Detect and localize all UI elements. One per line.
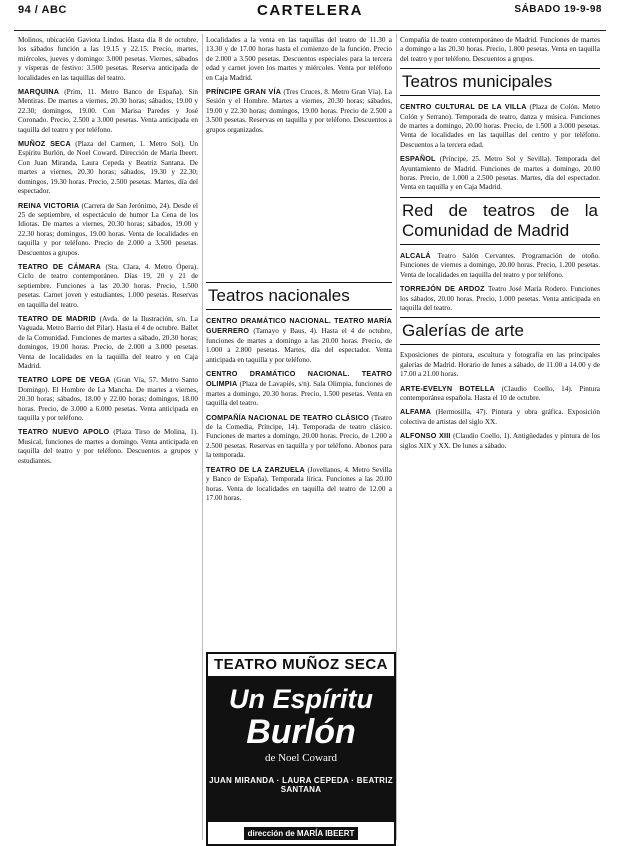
ad-cast: JUAN MIRANDA · LAURA CEPEDA · BEATRIZ SANTANA	[209, 776, 393, 794]
section-subhead: Teatros nacionales	[206, 282, 392, 310]
venue-name: ARTE-EVELYN BOTELLA	[400, 383, 502, 393]
listing-text: (Claudio Coello, 1). Antigüedades y pintura de los siglos XIX y XX. De lunes a sábado.	[400, 432, 600, 450]
column-divider	[202, 34, 203, 840]
theatre-advertisement	[206, 652, 396, 846]
listing-entry	[206, 316, 392, 365]
venue-name: TEATRO DE CÁMARA	[18, 261, 106, 271]
ad-venue: TEATRO MUÑOZ SECA	[208, 654, 394, 678]
listing-entry	[18, 87, 198, 135]
listing-entry	[400, 154, 600, 193]
listing-text: (Sta. Clara, 4. Metro Ópera). Ciclo de teatro contemporáneo. Días 19, 20 y 21 de septiembre. Funciones a las 20.30 horas. Precio, 1.500 pesetas. Carnet joven y estudiantes, 1.000 pesetas. Reservas en taquilla del teatro.	[18, 262, 198, 309]
listing-text: (Gran Vía, 57. Metro Santo Domingo). El Hombre de La Mancha. De martes a viernes, 20.30 horas; sábados, 18.00 y 22.00 horas; domingos, 18.00 horas. Precio, de 3.000 a 6.000 pesetas. Venta anticipada en taquilla y por teléfono.	[18, 376, 198, 423]
listing-entry	[400, 102, 600, 150]
section-title: CARTELERA	[257, 2, 363, 19]
venue-name: MUÑOZ SECA	[18, 139, 76, 149]
column-left	[18, 36, 198, 836]
listing-text: (Plaza Tirso de Molina, 1). Musical, funciones de martes a domingo. Venta anticipada en taquilla del teatro y por teléfono. Descuentos a grupos y estudiantes.	[18, 428, 198, 465]
listing-text: Compañía de teatro contemporáneo de Madrid. Funciones de martes a domingo a las 20.30 horas. Precio, 1.800 pesetas. Venta en taquilla del teatro y por teléfono. Descuentos a grupos.	[400, 36, 600, 63]
venue-name: TEATRO DE LA ZARZUELA	[206, 464, 308, 474]
page-header	[14, 0, 606, 31]
column-right	[400, 36, 600, 836]
ad-footer	[208, 824, 394, 844]
venue-name: ALFAMA	[400, 407, 436, 417]
venue-name: CENTRO DRAMÁTICO NACIONAL. TEATRO MARÍA GUERRERO	[206, 316, 392, 336]
column-divider	[396, 34, 397, 840]
venue-name: ALFONSO XIII	[400, 431, 454, 441]
listing-entry	[400, 251, 600, 280]
venue-name: CENTRO CULTURAL DE LA VILLA	[400, 102, 530, 112]
listing-entry	[206, 465, 392, 504]
listing-entry	[18, 201, 198, 258]
listing-entry	[18, 375, 198, 423]
listing-text: (Tres Cruces, 8. Metro Gran Vía). La Sesión y el Hombre. Martes a viernes, 20.30 horas; sábados, 19.00 y 22.30 horas; domingos, 19.00 horas. Precio de 2.500 a 3.500 pesetas. Reservas en taquilla y por teléfono. Descuentos a grupos organizados.	[206, 88, 392, 134]
listing-text: Teatro José María Rodero. Funciones los sábados, 20.00 horas. Precio, 1.000 pesetas. Venta anticipada en taquilla del teatro.	[400, 285, 600, 312]
venue-name: TORREJÓN DE ARDOZ	[400, 284, 489, 294]
venue-name: PRÍNCIPE GRAN VÍA	[206, 87, 284, 97]
listing-entry	[206, 87, 392, 135]
ad-title-line2: Burlón	[246, 713, 356, 751]
venue-name: CENTRO DRAMÁTICO NACIONAL. TEATRO OLIMPIA	[206, 369, 392, 389]
issue-date: SÁBADO 19-9-98	[514, 4, 602, 15]
listing-text: (Plaza de Colón. Metro Colón y Serrano). Temporada de teatro, danza y música. Funciones de martes a domingo, 20.00 horas. Precio, de 1.500 a 3.000 pesetas. Venta de localidades en las taquillas del centro y por teléfono. Descuentos a la tercera edad.	[400, 103, 600, 149]
listing-entry	[400, 407, 600, 427]
page-number: 94 / ABC	[18, 4, 67, 16]
venue-name: TEATRO NUEVO APOLO	[18, 427, 114, 437]
venue-name: ALCALÁ	[400, 250, 438, 260]
listing-text: Molinos, ubicación Gaviota Lindos. Hasta dia 8 de octubre, los sábados función a las 19.15 y 22.15. Precio, martes, miércoles, jueves y domingo: 3.000 pesetas. Viernes, sábados y vísperas de festivo: 3.500 pesetas. Reserva anticipada de localidades en las taquillas del teatro.	[18, 36, 198, 82]
listing-text: (Claudio Coello, 14). Pintura contemporánea española. Hasta el 10 de octubre.	[400, 384, 600, 402]
venue-name: ESPAÑOL	[400, 154, 440, 164]
listing-text: (Teatro de la Comedia, Príncipe, 14). Temporada de teatro clásico. Funciones de martes a domingo, 20.00 horas. Precio, de 1.200 a 2.500 pesetas. Reservas en taquilla y por teléfono. Abonos para la temporada.	[206, 413, 392, 460]
column-middle-nacionales	[206, 282, 392, 642]
listing-text: (Plaza del Carmen, 1. Metro Sol). Un Espíritu Burlón, de Noel Coward. Dirección de María Ibeert. Con Juan Miranda, Laura Cepeda y Beatriz Santana. De martes a viernes, 20.30 horas; sábados, 19.30 y 22.30; domingos, 19.30 horas. Precio, 2.500 pesetas. Martes, día del espectador.	[18, 140, 198, 196]
listing-text: (Hermosilla, 47). Pintura y obra gráfica. Exposición colectiva de artistas del siglo XX.	[400, 408, 600, 426]
listing-text: Teatro Salón Cervantes. Programación de otoño. Funciones de viernes a domingo, 20.00 horas. Precio, 1.200 pesetas. Venta de localidades en taquilla del teatro y por teléfono.	[400, 251, 600, 279]
venue-name: REINA VICTORIA	[18, 200, 82, 210]
listing-entry	[18, 262, 198, 310]
listing-text: (Plaza de Lavapiés, s/n). Sala Olimpia, funciones de martes a domingo, 20.30 horas. Precio, 1.500 pesetas. Venta en taquilla del teatro.	[206, 380, 392, 408]
listing-entry	[400, 284, 600, 313]
venue-name: MARQUINA	[18, 87, 65, 97]
listing-entry	[18, 36, 198, 83]
ad-author: de Noel Coward	[264, 752, 338, 764]
listing-text: (Príncipe, 25. Metro Sol y Sevilla). Temporada del Ayuntamiento de Madrid. Funciones de martes a domingo, 20.00 horas. Precio, de 1.000 a 2.500 pesetas. Martes, día del espectador. Venta en taquilla y en Caja Madrid.	[400, 155, 600, 192]
listing-entry	[206, 369, 392, 409]
section-subhead: Galerías de arte	[400, 317, 600, 345]
listing-entry	[18, 314, 198, 371]
listing-entry	[400, 351, 600, 379]
venue-name: COMPAÑÍA NACIONAL DE TEATRO CLÁSICO	[206, 412, 372, 422]
listing-entry	[206, 36, 392, 83]
ad-director: dirección de MARÍA IBEERT	[244, 827, 359, 840]
listing-text: (Prim, 11. Metro Banco de España). Sin Mentiras. De martes a viernes, 20.30 horas; sábados, 19.00 y 22.30; domingos, 19.00. Con Marisa Paredes y José Coronado. Precio, 2.500 a 3.000 pesetas. Venta anticipada en taquilla del teatro y por teléfono.	[18, 88, 198, 134]
listing-text: Exposiciones de pintura, escultura y fotografía en las principales galerías de Madrid. Horario de lunes a sábado, de 11.00 a 14.00 y de 17.00 a 21.00 horas.	[400, 351, 600, 379]
listing-entry	[18, 427, 198, 466]
listing-text: (Carrera de San Jerónimo, 24). Desde el 25 de septiembre, el espectáculo de humor La Cena de los Idiotas. De martes a viernes, 20.30 horas; sábados, 19.00 y 22.30 horas; domingos, 19.00 horas. Venta de localidades en taquilla y por teléfono. Precio de 2.000 a 3.500 pesetas. Descuentos a grupos.	[18, 201, 198, 257]
listing-text: (Jovellanos, 4. Metro Sevilla y Banco de España). Temporada lírica. Funciones a las 20.00 horas. Venta de localidades en taquilla del teatro de 12.00 a 17.00 horas.	[206, 465, 392, 502]
listing-text: (Tamayo y Baus, 4). Hasta el 4 de octubre, funciones de martes a domingo a las 20.00 horas. Precio, de 1.000 a 2.800 pesetas. Martes, día del espectador. Venta anticipada en taquilla y por teléfono.	[206, 327, 392, 364]
ad-body	[208, 678, 394, 822]
listing-text: (Avda. de la Ilustración, s/n. La Vaguada. Metro Barrio del Pilar). Hasta el 4 de octubre. Ballet de la Comunidad. Funciones de martes a sábado, 20.30 horas; domingos, 19.00 horas. Precio, de 2.000 a 3.000 pesetas. Venta de localidades en la taquilla del teatro y en Caja Madrid.	[18, 314, 198, 370]
listing-entry	[400, 36, 600, 64]
section-subhead: Red de teatros de la Comunidad de Madrid	[400, 197, 600, 245]
listing-entry	[18, 139, 198, 196]
listing-entry	[206, 413, 392, 461]
ad-title-line1: Un Espíritu	[228, 684, 373, 714]
section-subhead: Teatros municipales	[400, 68, 600, 96]
venue-name: TEATRO LOPE DE VEGA	[18, 375, 114, 385]
listing-entry	[400, 384, 600, 404]
venue-name: TEATRO DE MADRID	[18, 313, 100, 323]
listing-entry	[400, 431, 600, 451]
listing-text: Localidades a la venta en las taquillas del teatro de 11.30 a 13.30 y de 17.00 horas hasta el comienzo de la función. Precio de 2.000 a 3.500 pesetas. Descuentos especiales para la tercera edad y carnet joven los martes y miércoles. Venta por teléfono en Caja Madrid.	[206, 36, 392, 82]
